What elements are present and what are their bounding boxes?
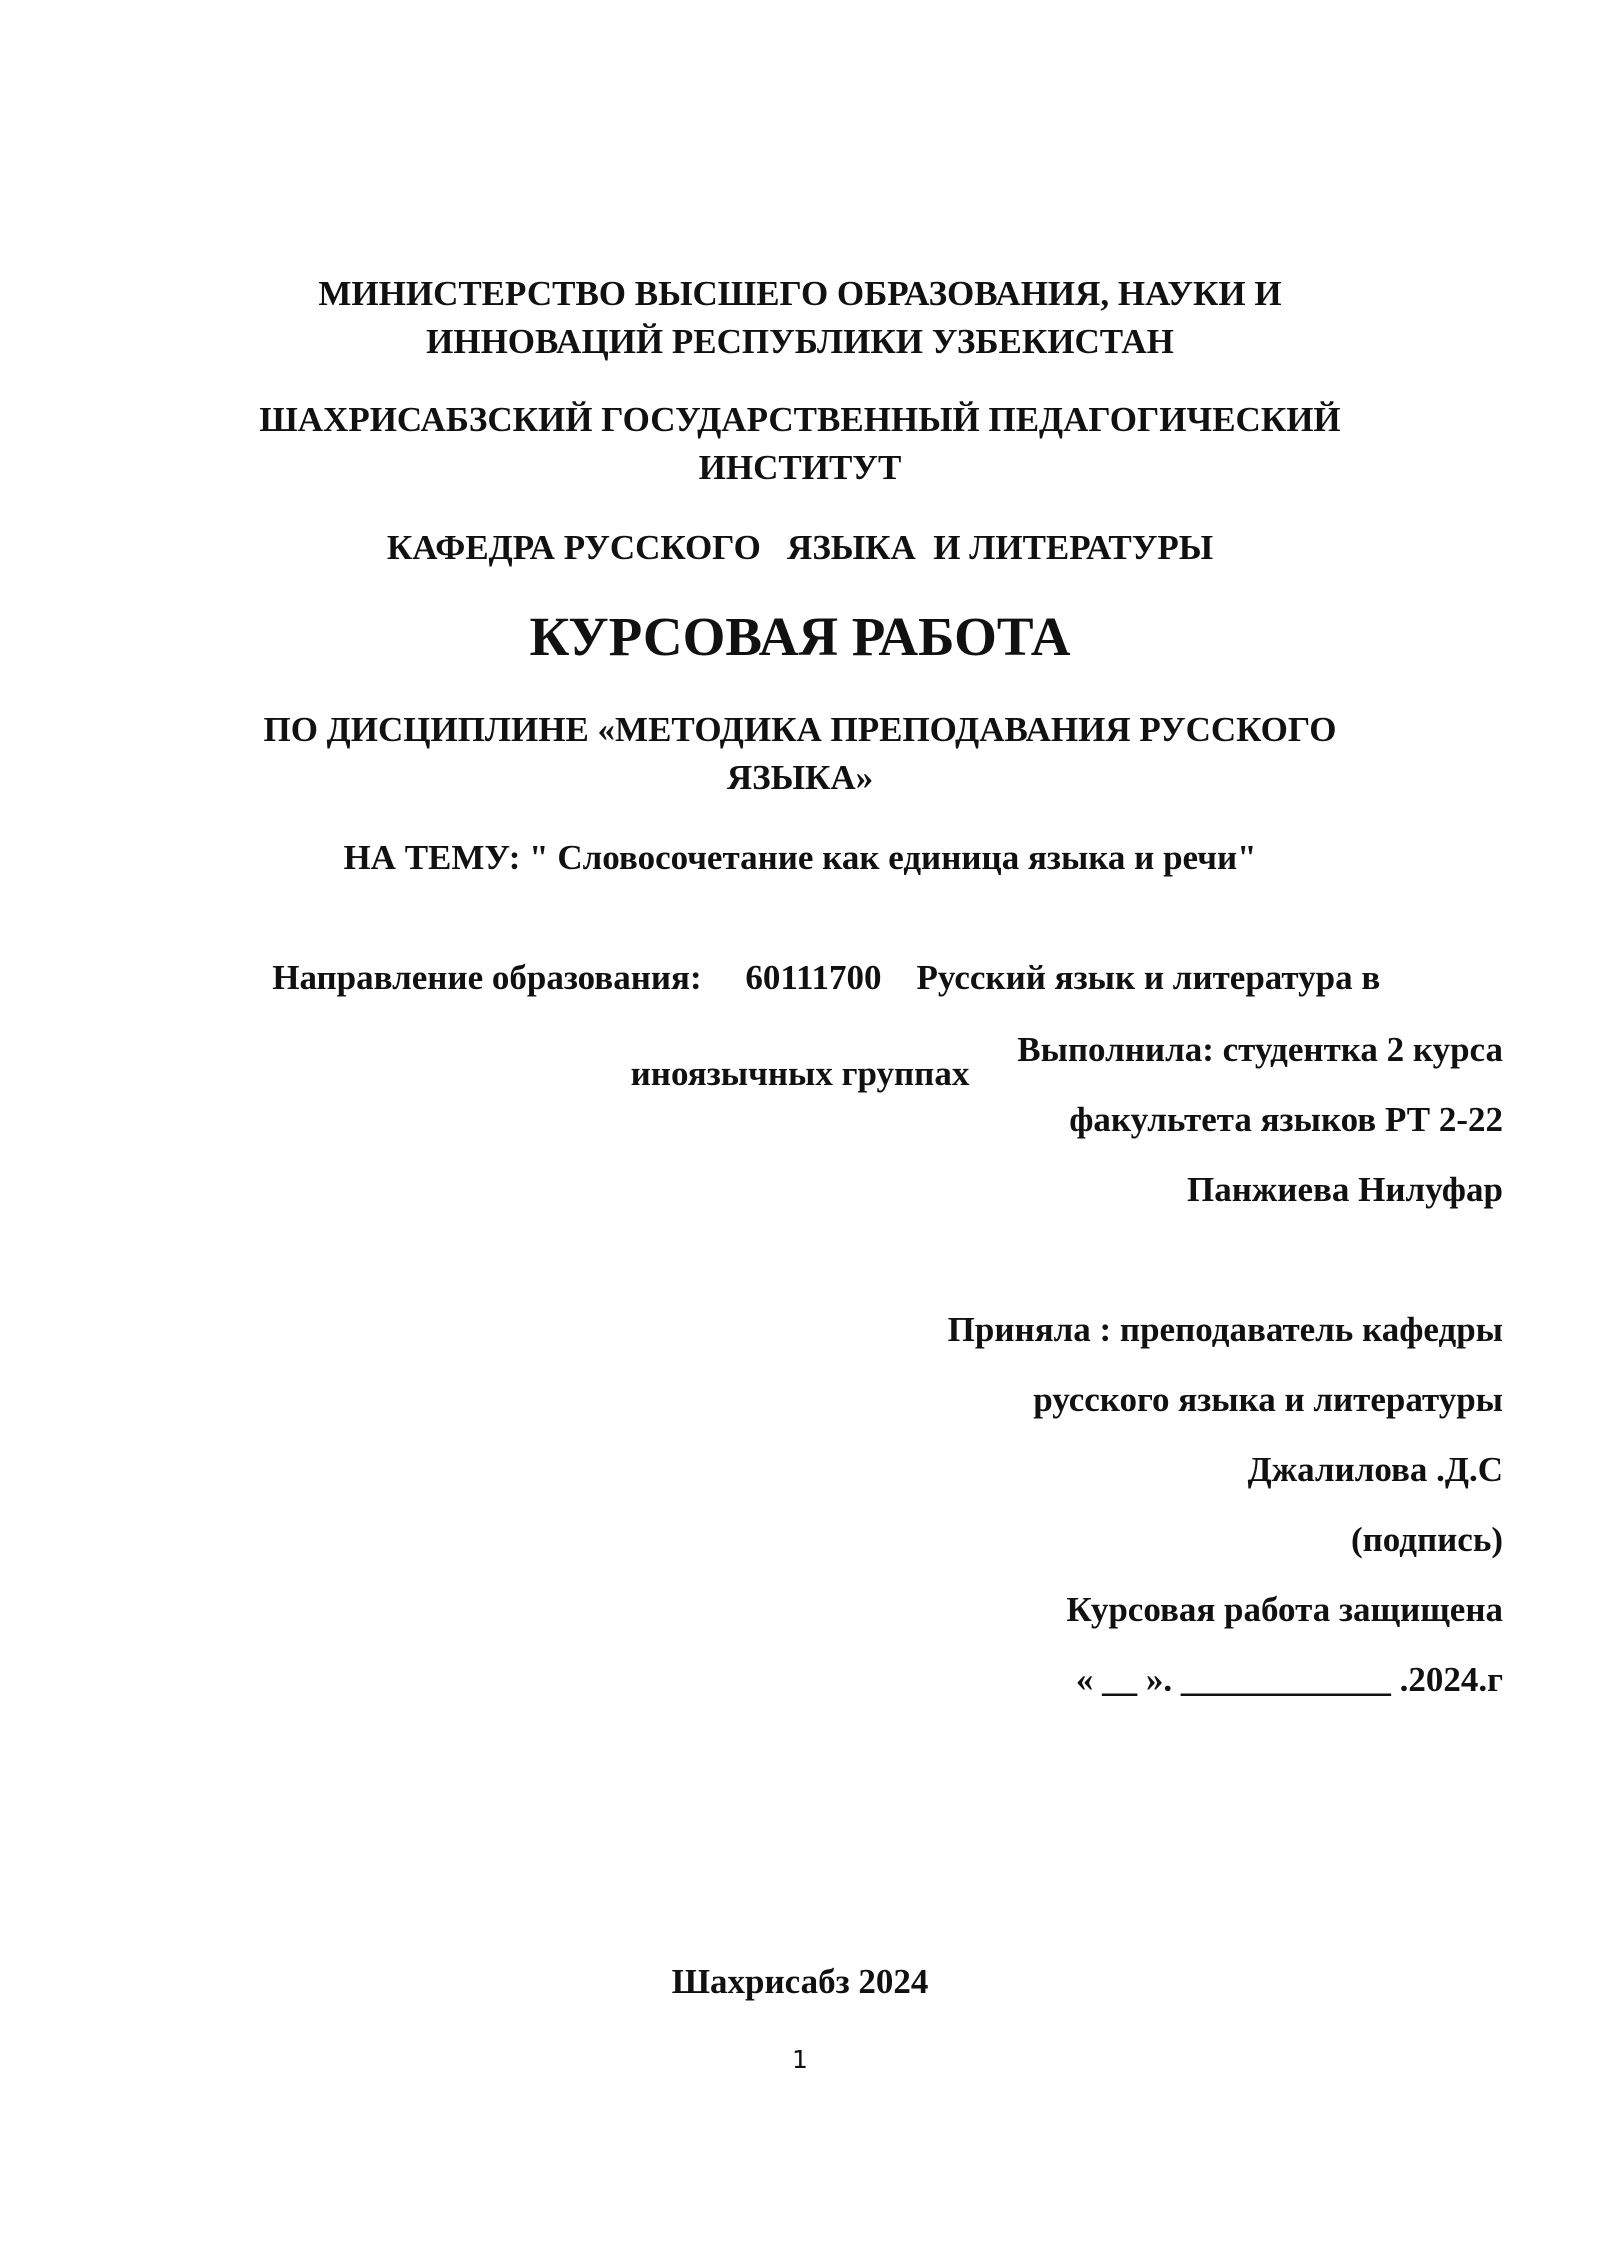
- defended-label: Курсовая работа защищена: [1066, 1590, 1503, 1629]
- direction-name-line-1: Русский язык и литература в: [916, 958, 1381, 997]
- institute-heading: [0, 396, 1600, 492]
- ministry-heading: [0, 270, 1600, 366]
- page-number: 1: [792, 2045, 808, 2074]
- ministry-heading-line-1: МИНИСТЕРСТВО ВЫСШЕГО ОБРАЗОВАНИЯ, НАУКИ И: [318, 274, 1282, 313]
- ministry-heading-line-2: ИННОВАЦИЙ РЕСПУБЛИКИ УЗБЕКИСТАН: [426, 322, 1174, 361]
- city-year: Шахрисабз 2024: [671, 1962, 929, 2001]
- direction-code: 60111700: [745, 958, 882, 997]
- reviewer-line-2: русского языка и литературы: [1033, 1380, 1503, 1419]
- direction-name-line-2: иноязычных группах: [630, 1054, 970, 1093]
- reviewer-name: Джалилова .Д.С: [1247, 1450, 1503, 1489]
- author-line-2: факультета языков РТ 2-22: [1069, 1100, 1503, 1139]
- department-heading: КАФЕДРА РУССКОГО ЯЗЫКА И ЛИТЕРАТУРЫ: [386, 528, 1214, 567]
- direction-label: Направление образования:: [272, 958, 702, 997]
- discipline-heading-line-2: ЯЗЫКА»: [726, 758, 874, 797]
- author-line-1: Выполнила: студентка 2 курса: [1017, 1030, 1503, 1069]
- topic-heading: НА ТЕМУ: " Словосочетание как единица языка и речи": [343, 838, 1257, 877]
- discipline-heading-line-1: ПО ДИСЦИПЛИНЕ «МЕТОДИКА ПРЕПОДАВАНИЯ РУССКОГО: [263, 710, 1337, 749]
- institute-heading-line-1: ШАХРИСАБЗСКИЙ ГОСУДАРСТВЕННЫЙ ПЕДАГОГИЧЕСКИЙ: [259, 400, 1341, 439]
- defense-date: « __ ». ____________ .2024.г: [1075, 1660, 1503, 1699]
- document-title: КУРСОВАЯ РАБОТА: [529, 606, 1071, 667]
- signature-label: (подпись): [1350, 1520, 1503, 1559]
- institute-heading-line-2: ИНСТИТУТ: [698, 448, 902, 487]
- author-name: Панжиева Нилуфар: [1187, 1170, 1503, 1209]
- reviewer-line-1: Приняла : преподаватель кафедры: [947, 1310, 1503, 1349]
- discipline-heading: [0, 706, 1600, 802]
